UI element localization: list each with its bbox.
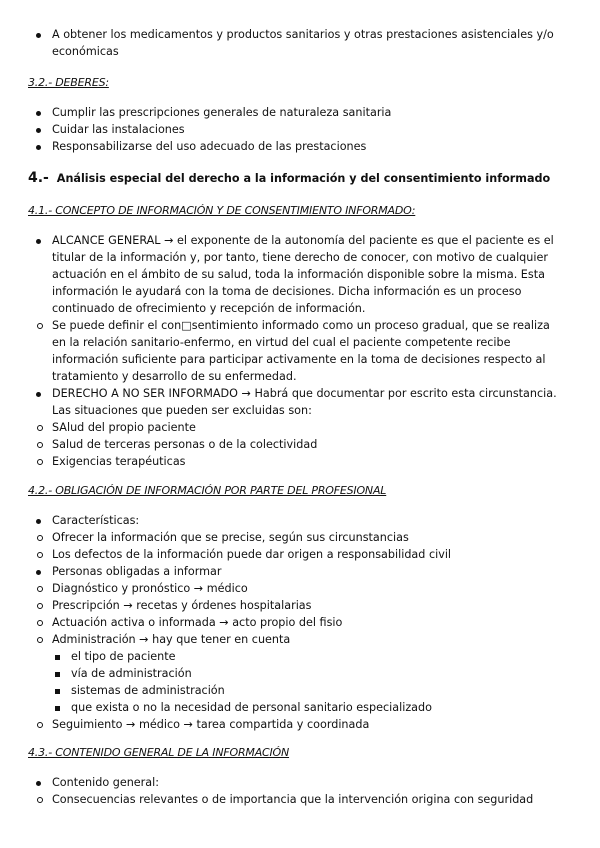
sub-sub-list-item: que exista o no la necesidad de personal sanitario especializado [36,699,560,716]
list-item: Contenido general: Consecuencias relevantes o de importancia que la intervención origina con seguridad [0,774,600,808]
sub-list-item: Actuación activa o informada → acto propio del fisio [18,614,560,631]
list-item: ALCANCE GENERAL → el exponente de la autonomía del paciente es que el paciente es el titular de la información y, por tanto, tiene derecho de conocer, con motivo de cualquier actuación en el ámbito de su salud, toda la información disponible sobre la misma. Esta información le ayudará con la toma de decisiones. Dicha información es un proceso continuado de ofrecimiento y recepción de información. Se puede definir el con□sentimiento informado como un proceso gradual, que se realiza en la relación sanitario-enfermo, en virtud del cual el paciente competente recibe información suficiente para participar activamente en la toma de decisiones respecto al tratamiento y desarrollo de su enfermedad. [0,232,600,385]
s42-heading: 4.2.- OBLIGACIÓN DE INFORMACIÓN POR PARTE DEL PROFESIONAL [28,484,387,497]
list-item: Características: Ofrecer la información que se precise, según sus circunstancias Los defectos de la información puede dar origen a responsabilidad civil [0,512,600,563]
sub-list-item: Exigencias terapéuticas [18,453,560,470]
sub-list-item: Prescripción → recetas y órdenes hospitalarias [18,597,560,614]
list-item: A obtener los medicamentos y productos sanitarios y otras prestaciones asistenciales y/o económicas [0,26,600,60]
section-4-title [28,170,550,187]
sub-list-item: Se puede definir el con□sentimiento informado como un proceso gradual, que se realiza en la relación sanitario-enfermo, en virtud del cual el paciente competente recibe información suficiente para participar activamente en la toma de decisiones respecto al tratamiento y desarrollo de su enfermedad. [18,317,560,385]
list-item: Cuidar las instalaciones [0,121,600,138]
sub-sub-list-item: vía de administración [36,665,560,682]
top-list [0,26,600,60]
sub-list-item: Salud de terceras personas o de la colectividad [18,436,560,453]
section-number: 4.- [28,170,49,186]
sub-sub-list-item: el tipo de paciente [36,648,560,665]
s42-list [0,512,600,733]
sub-list-item: Consecuencias relevantes o de importancia que la intervención origina con seguridad [18,791,560,808]
sub-list-item: Los defectos de la información puede dar origen a responsabilidad civil [18,546,560,563]
deberes-heading: 3.2.- DEBERES: [28,76,109,89]
sub-list-item: Administración → hay que tener en cuenta el tipo de paciente vía de administración sistemas de administración que exista o no la necesidad de personal sanitario especializado [18,631,560,716]
section-title-text: Análisis especial del derecho a la información y del consentimiento informado [56,172,551,185]
s43-heading: 4.3.- CONTENIDO GENERAL DE LA INFORMACIÓN [28,746,290,759]
sub-sub-list-item: sistemas de administración [36,682,560,699]
list-item: Cumplir las prescripciones generales de naturaleza sanitaria [0,104,600,121]
list-item: Responsabilizarse del uso adecuado de las prestaciones [0,138,600,155]
sub-list-item: Seguimiento → médico → tarea compartida y coordinada [18,716,560,733]
s41-list [0,232,600,470]
list-item: Personas obligadas a informar Diagnóstico y pronóstico → médico Prescripción → recetas y órdenes hospitalarias Actuación activa o informada → acto propio del fisio Administración → hay que tener en cuenta el tipo de paciente vía de administración sistemas de administración que exista o no la necesidad de personal sanitario especializado Seguimiento → médico → tarea compartida y coordinada [0,563,600,733]
sub-list-item: Diagnóstico y pronóstico → médico [18,580,560,597]
deberes-list [0,104,600,155]
sub-list-item: Ofrecer la información que se precise, según sus circunstancias [18,529,560,546]
list-item: DERECHO A NO SER INFORMADO → Habrá que documentar por escrito esta circunstancia. Las situaciones que pueden ser excluidas son: SAlud del propio paciente Salud de terceras personas o de la colectividad Exigencias terapéuticas [0,385,600,470]
s43-list [0,774,600,808]
s41-heading: 4.1.- CONCEPTO DE INFORMACIÓN Y DE CONSENTIMIENTO INFORMADO: [28,204,416,217]
sub-list-item: SAlud del propio paciente [18,419,560,436]
